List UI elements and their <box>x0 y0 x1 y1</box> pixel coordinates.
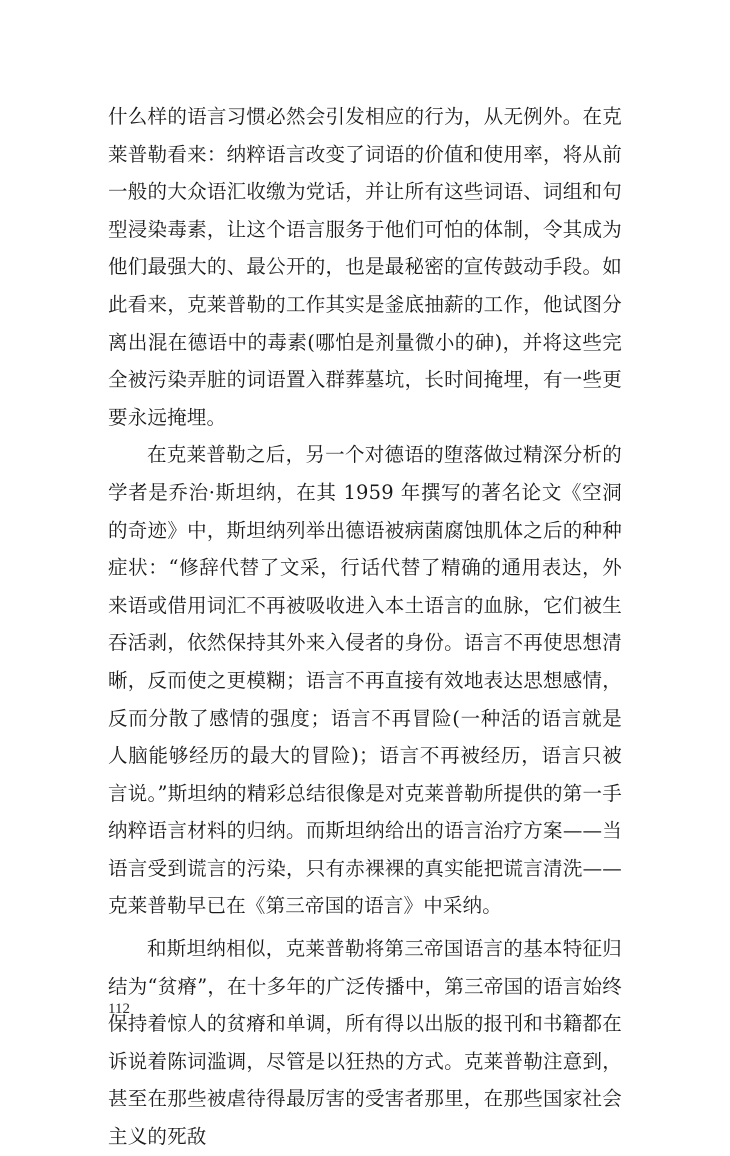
paragraph-steiner: 在克莱普勒之后，另一个对德语的堕落做过精深分析的学者是乔治·斯坦纳，在其 1959 年撰写的著名论文《空洞的奇迹》中，斯坦纳列举出德语被病菌腐蚀肌体之后的种种症状：“修辞代替了文采，行话代替了精确的通用表达，外来语或借用词汇不再被吸收进入本土语言的血脉，它们被生吞活剥，依然保持其外来入侵者的身份。语言不再使思想清晰，反而使之更模糊；语言不再直接有效地表达思想感情，反而分散了感情的强度；语言不再冒险(一种活的语言就是人脑能够经历的最大的冒险)；语言不再被经历，语言只被言说。”斯坦纳的精彩总结很像是对克莱普勒所提供的第一手纳粹语言材料的归纳。而斯坦纳给出的语言治疗方案——当语言受到谎言的污染，只有赤裸裸的真实能把谎言清洗——克莱普勒早已在《第三帝国的语言》中采纳。 <box>108 443 622 918</box>
page-number: 112 <box>108 1001 130 1017</box>
paragraph-continued: 什么样的语言习惯必然会引发相应的行为，从无例外。在克莱普勒看来：纳粹语言改变了词语的价值和使用率，将从前一般的大众语汇收缴为党话，并让所有这些词语、词组和句型浸染毒素，让这个语言服务于他们可怕的体制，令其成为他们最强大的、最公开的，也是最秘密的宣传鼓动手段。如此看来，克莱普勒的工作其实是釜底抽薪的工作，他试图分离出混在德语中的毒素(哪怕是剂量微小的砷)，并将这些完全被污染弄脏的词语置入群葬墓坑，长时间掩埋，有一些更要永远掩埋。 <box>108 105 622 429</box>
paragraph-poverty: 和斯坦纳相似，克莱普勒将第三帝国语言的基本特征归结为“贫瘠”，在十多年的广泛传播中，第三帝国的语言始终保持着惊人的贫瘠和单调，所有得以出版的报刊和书籍都在诉说着陈词滥调，尽管是以狂热的方式。克莱普勒注意到，甚至在那些被虐待得最厉害的受害者那里，在那些国家社会主义的死敌 <box>108 937 622 1149</box>
body-text <box>108 98 622 1156</box>
